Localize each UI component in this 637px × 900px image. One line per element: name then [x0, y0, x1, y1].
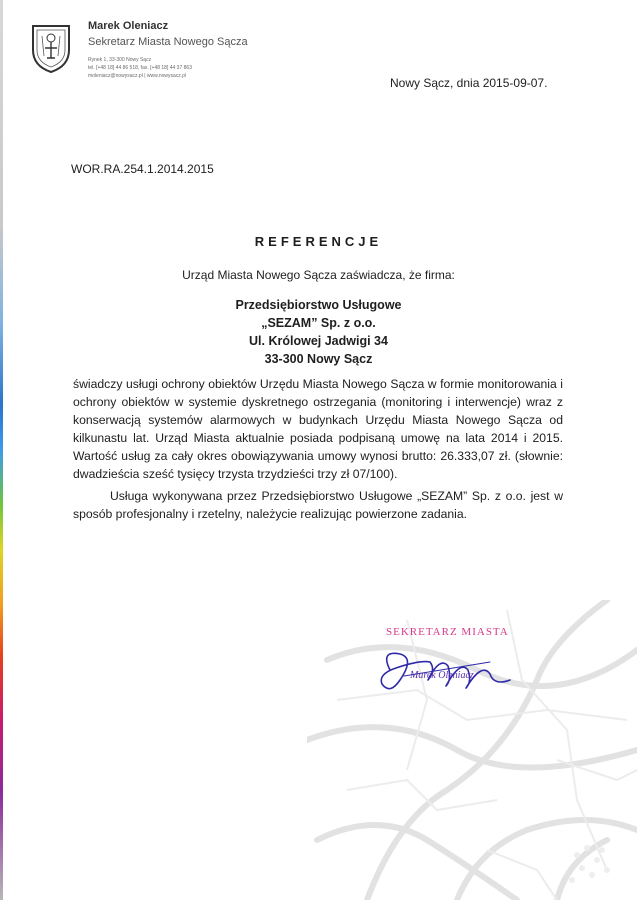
- signature-title: SEKRETARZ MIASTA: [386, 626, 509, 638]
- company-block: [0, 296, 637, 368]
- signature-stamp-name: Marek Oleniacz: [410, 670, 474, 681]
- letterhead-email-web: moleniacz@nowysacz.pl | www.nowysacz.pl: [88, 73, 187, 79]
- company-line-2: „SEZAM” Sp. z o.o.: [261, 316, 376, 330]
- letter-body: [73, 375, 563, 523]
- reference-number: WOR.RA.254.1.2014.2015: [71, 162, 214, 176]
- date-line: Nowy Sącz, dnia 2015-09-07.: [390, 76, 548, 90]
- color-strip: [0, 0, 3, 900]
- company-line-1: Przedsiębiorstwo Usługowe: [235, 298, 402, 312]
- body-paragraph-2: Usługa wykonywana przez Przedsiębiorstwo Usługowe „SEZAM” Sp. z o.o. jest w sposób profesjonalny i rzetelny, należycie realizując powierzone zadania.: [73, 489, 563, 521]
- letterhead-name: Marek Oleniacz: [88, 20, 169, 32]
- body-paragraph-1: świadczy usługi ochrony obiektów Urzędu Miasta Nowego Sącza w formie monitorowania i ochrony obiektów w systemie dyskretnego ostrzegania (monitoring i interwencje) wraz z konserwacją systemów alarmowych w budynkach Urzędu Miasta Nowego Sącza od kilkunastu lat. Urząd Miasta aktualnie posiada podpisaną umowę na lata 2014 i 2015. Wartość usług za cały okres obowiązywania umowy wynosi brutto: 26.333,07 zł. (słownie: dwadzieścia sześć tysięcy trzysta trzydzieści trzy zł 07/100).: [73, 377, 563, 481]
- letterhead-title: Sekretarz Miasta Nowego Sącza: [88, 36, 248, 48]
- intro-line: Urząd Miasta Nowego Sącza zaświadcza, że firma:: [182, 268, 455, 282]
- letterhead-address: Rynek 1, 33-300 Nowy Sącz: [88, 57, 152, 63]
- letterhead-phone-fax: tel. [+48 18] 44 86 518, fax. [+48 18] 44 37 863: [88, 65, 192, 71]
- letterhead-contact: [88, 56, 192, 80]
- company-line-4: 33-300 Nowy Sącz: [264, 352, 373, 366]
- city-crest-icon: [29, 22, 73, 74]
- company-line-3: Ul. Królowej Jadwigi 34: [249, 334, 388, 348]
- document-heading: REFERENCJE: [254, 234, 383, 249]
